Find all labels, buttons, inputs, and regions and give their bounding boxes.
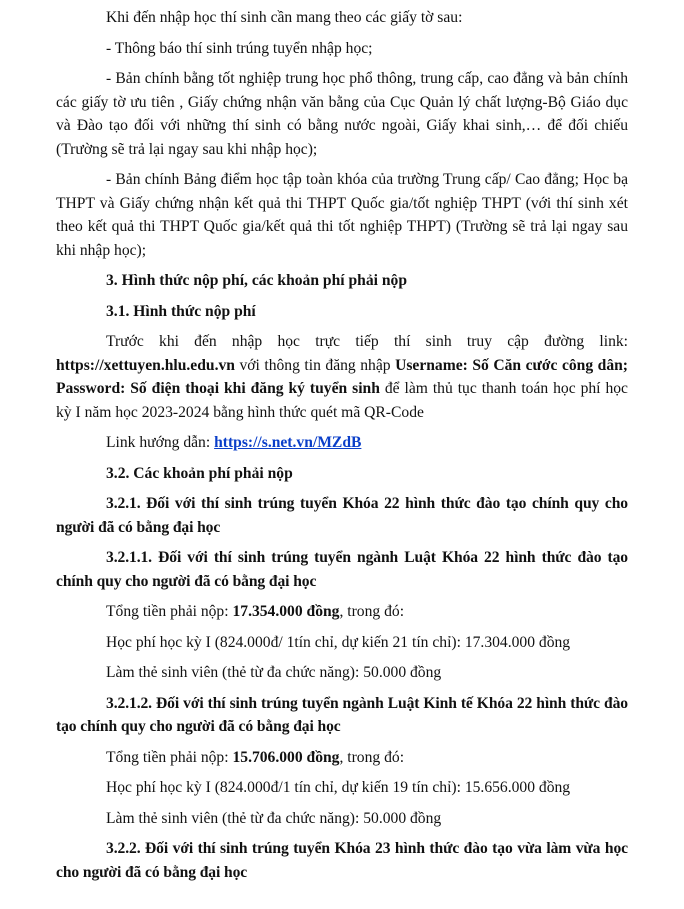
section-3-heading: 3. Hình thức nộp phí, các khoản phí phải nộp <box>106 272 407 289</box>
section-3-2-2-heading: 3.2.2. Đối với thí sinh trúng tuyển Khóa 23 hình thức đào tạo vừa làm vừa học cho người đã có bằng đại học <box>56 840 628 881</box>
section-3-2-1-1-heading: 3.2.1.1. Đối với thí sinh trúng tuyển ngành Luật Khóa 22 hình thức đào tạo chính quy cho người đã có bằng đại học <box>56 549 628 590</box>
econ-law-total-label: Tổng tiền phải nộp: <box>106 748 233 766</box>
payment-text-mid: với thông tin đăng nhập <box>234 356 396 374</box>
law-total-amount: 17.354.000 đồng <box>232 603 340 620</box>
intro-text: Khi đến nhập học thí sinh cần mang theo các giấy tờ sau: <box>106 9 463 26</box>
law-card-line: Làm thẻ sinh viên (thẻ từ đa chức năng): 50.000 đồng <box>106 664 442 681</box>
list-item-notice: - Thông báo thí sinh trúng tuyển nhập học; <box>106 39 373 57</box>
guide-link[interactable]: https://s.net.vn/MZdB <box>214 434 362 451</box>
law-total-line <box>56 600 628 624</box>
payment-instructions <box>56 330 628 424</box>
econ-law-total-amount: 15.706.000 đồng <box>232 748 340 766</box>
section-3-2-1-heading: 3.2.1. Đối với thí sinh trúng tuyển Khóa 22 hình thức đào tạo chính quy cho người đã có bằng đại học <box>56 495 628 536</box>
payment-text-after: để làm thủ tục thanh toán học phí học kỳ I năm học 2023-2024 bằng hình thức quét mã QR-Code <box>56 380 628 421</box>
section-3-2-1-2-heading: 3.2.1.2. Đối với thí sinh trúng tuyển ngành Luật Kinh tế Khóa 22 hình thức đào tạo chính quy cho người đã có bằng đại học <box>56 694 628 735</box>
list-item-diploma: - Bản chính bằng tốt nghiệp trung học phổ thông, trung cấp, cao đẳng và bản chính các giấy tờ ưu tiên , Giấy chứng nhận văn bằng của Cục Quản lý chất lượng-Bộ Giáo dục và Đào tạo đối với những thí sinh có bằng nước ngoài, Giấy khai sinh,… để đối chiếu (Trường sẽ trả lại ngay sau khi nhập học); <box>56 70 628 158</box>
section-3-1-heading: 3.1. Hình thức nộp phí <box>106 302 256 320</box>
law-total-suffix: , trong đó: <box>339 603 405 620</box>
guide-line <box>56 431 628 455</box>
login-credentials: Username: Số Căn cước công dân; Password: Số điện thoại khi đăng ký tuyển sinh <box>56 356 629 397</box>
registration-url[interactable]: https://xettuyen.hlu.edu.vn <box>56 356 235 374</box>
econ-law-card-line: Làm thẻ sinh viên (thẻ từ đa chức năng): 50.000 đồng <box>106 809 442 827</box>
list-item-transcript: - Bản chính Bảng điểm học tập toàn khóa của trường Trung cấp/ Cao đẳng; Học bạ THPT và Giấy chứng nhận kết quả thi THPT Quốc gia/tốt nghiệp THPT (với thí sinh xét theo kết quả thi THPT Quốc gia/kết quả thi tốt nghiệp THPT) (Trường sẽ trả lại ngay sau khi nhập học); <box>56 171 628 259</box>
econ-law-total-line <box>56 746 628 770</box>
payment-text-before: Trước khi đến nhập học trực tiếp thí sinh truy cập đường link: <box>106 333 628 350</box>
law-tuition-line: Học phí học kỳ I (824.000đ/ 1tín chỉ, dự kiến 21 tín chỉ): 17.304.000 đồng <box>106 633 571 651</box>
guide-label: Link hướng dẫn: <box>106 434 215 451</box>
section-3-2-heading: 3.2. Các khoản phí phải nộp <box>106 464 293 482</box>
econ-law-tuition-line: Học phí học kỳ I (824.000đ/1 tín chỉ, dự kiến 19 tín chỉ): 15.656.000 đồng <box>106 779 571 796</box>
econ-law-total-suffix: , trong đó: <box>339 748 405 766</box>
law-total-label: Tổng tiền phải nộp: <box>106 603 233 620</box>
